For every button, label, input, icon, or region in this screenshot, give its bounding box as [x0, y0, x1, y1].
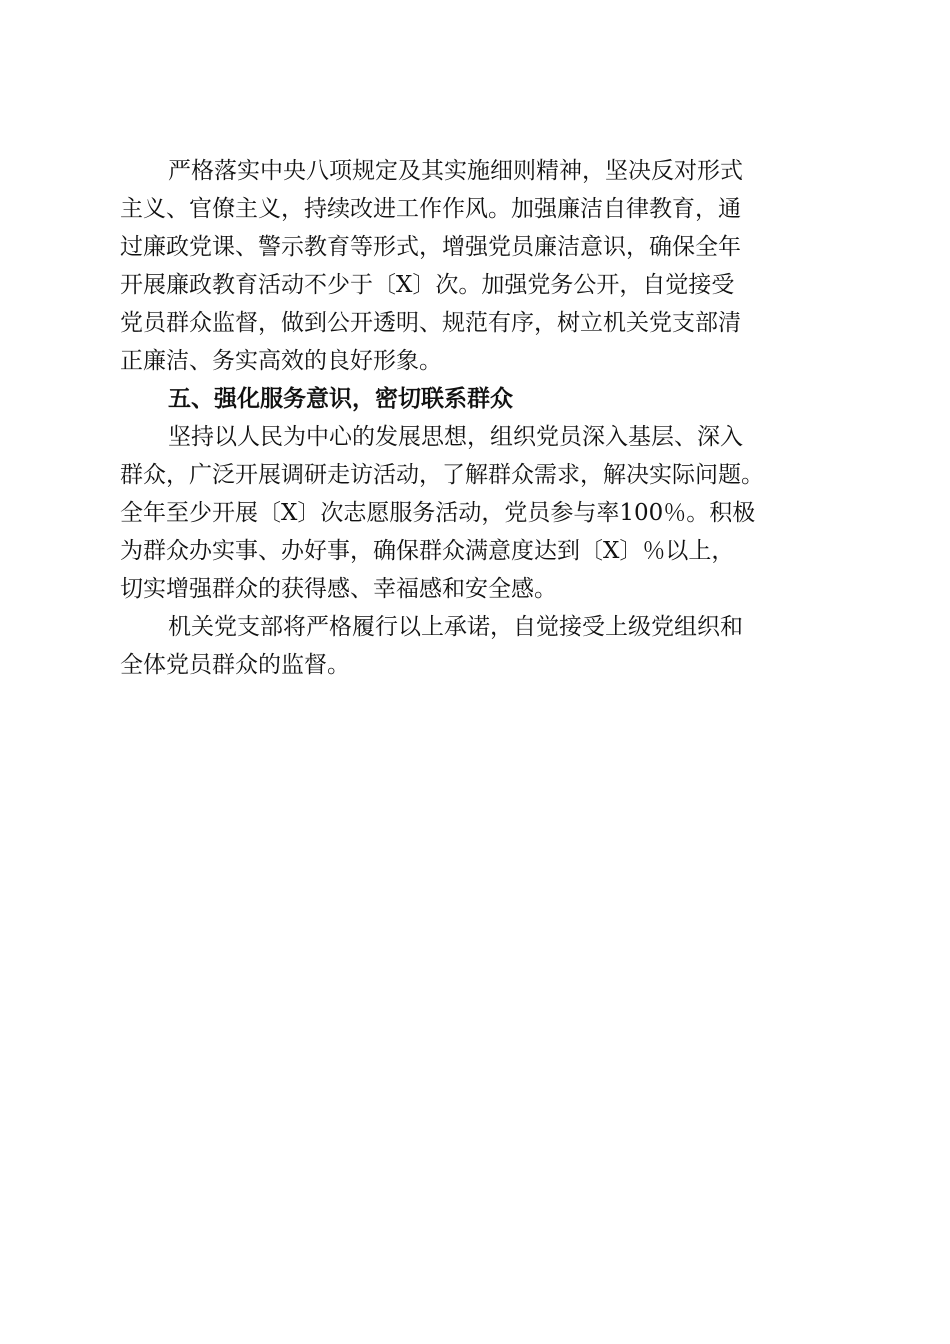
paragraph-line: 正廉洁、务实高效的良好形象。	[120, 348, 442, 374]
paragraph-line: 切实增强群众的获得感、幸福感和安全感。	[120, 576, 557, 602]
paragraph-line: 坚持以人民为中心的发展思想，组织党员深入基层、深入	[168, 424, 743, 450]
paragraph-service	[120, 418, 825, 608]
paragraph-line: 开展廉政教育活动不少于〔X〕次。加强党务公开，自觉接受	[120, 272, 735, 298]
paragraph-line: 严格落实中央八项规定及其实施细则精神，坚决反对形式	[168, 158, 743, 184]
paragraph-line: 过廉政党课、警示教育等形式，增强党员廉洁意识，确保全年	[120, 234, 741, 260]
paragraph-line: 主义、官僚主义，持续改进工作作风。加强廉洁自律教育，通	[120, 196, 741, 222]
paragraph-line: 党员群众监督，做到公开透明、规范有序，树立机关党支部清	[120, 310, 741, 336]
paragraph-line: 全体党员群众的监督。	[120, 652, 350, 678]
section-heading: 五、强化服务意识，密切联系群众	[168, 386, 513, 412]
paragraph-line: 群众，广泛开展调研走访活动，了解群众需求，解决实际问题。	[120, 462, 764, 488]
paragraph-integrity	[120, 152, 825, 380]
document-body	[120, 152, 825, 684]
paragraph-line: 全年至少开展〔X〕次志愿服务活动，党员参与率100％。积极	[120, 500, 756, 526]
paragraph-line: 为群众办实事、办好事，确保群众满意度达到〔X〕％以上，	[120, 538, 735, 564]
paragraph-line: 机关党支部将严格履行以上承诺，自觉接受上级党组织和	[168, 614, 743, 640]
paragraph-commitment	[120, 608, 825, 684]
